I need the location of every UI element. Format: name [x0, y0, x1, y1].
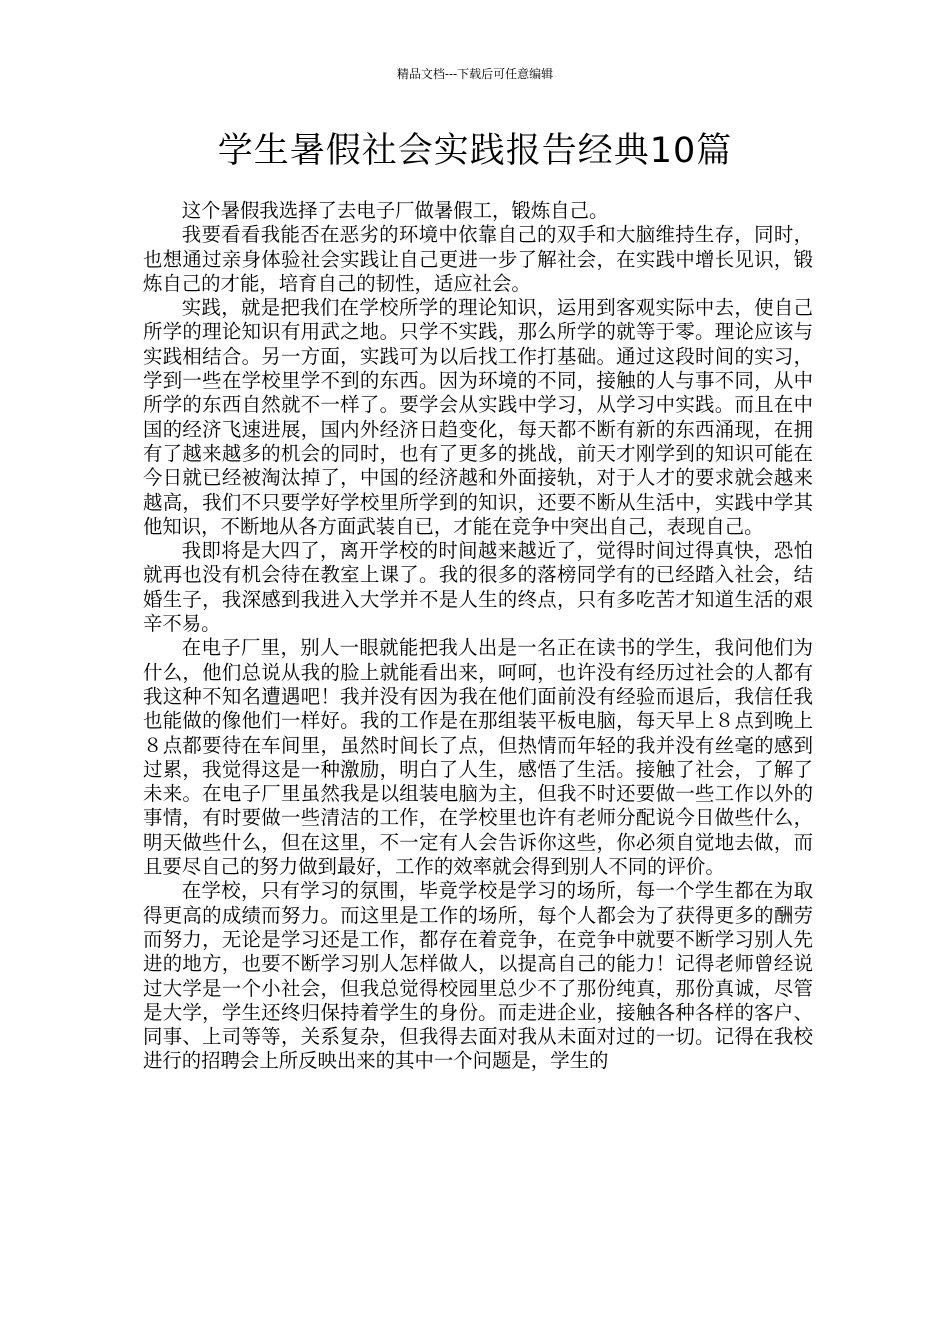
- paragraph: 这个暑假我选择了去电子厂做暑假工，锻炼自己。: [181, 199, 609, 222]
- paragraph: 我即将是大四了，离开学校的时间越来越近了，觉得时间过得真快，恐怕就再也没有机会待在教室上课了。我的很多的落榜同学有的已经踏入社会，结婚生子，我深感到我进入大学并不是人生的终点，只有多吃苦才知道生活的艰辛不易。: [143, 539, 813, 636]
- document-body: [143, 199, 813, 1074]
- paragraph: 在学校，只有学习的氛围，毕竟学校是学习的场所，每一个学生都在为取得更高的成绩而努力。而这里是工作的场所，每个人都会为了获得更多的酬劳而努力，无论是学习还是工作，都存在着竞争，在竞争中就要不断学习别人先进的地方，也要不断学习别人怎样做人，以提高自己的能力！记得老师曾经说过大学是一个小社会，但我总觉得校园里总少不了那份纯真，那份真诚，尽管是大学，学生还终归保持着学生的身份。而走进企业，接触各种各样的客户、同事、上司等等，关系复杂，但我得去面对我从未面对过的一切。记得在我校进行的招聘会上所反映出来的其中一个问题是，学生的: [143, 879, 813, 1073]
- document-title: 学生暑假社会实践报告经典10篇: [217, 131, 733, 171]
- header-note: 精品文档---下载后可任意编辑: [396, 67, 554, 81]
- paragraph: 我要看看我能否在恶劣的环境中依靠自己的双手和大脑维持生存，同时，也想通过亲身体验社会实践让自己更进一步了解社会，在实践中增长见识，锻炼自己的才能，培育自己的韧性，适应社会。: [143, 223, 813, 295]
- paragraph: 在电子厂里，别人一眼就能把我人出是一名正在读书的学生，我问他们为什么，他们总说从我的脸上就能看出来，呵呵，也许没有经历过社会的人都有我这种不知名遭遇吧！我并没有因为我在他们面前没有经验而退后，我信任我也能做的像他们一样好。我的工作是在那组装平板电脑，每天早上８点到晚上８点都要待在车间里，虽然时间长了点，但热情而年轻的我并没有丝毫的感到过累，我觉得这是一种激励，明白了人生，感悟了生活。接触了社会，了解了未来。在电子厂里虽然我是以组装电脑为主，但我不时还要做一些工作以外的事情，有时要做一些清洁的工作，在学校里也许有老师分配说今日做些什么，明天做些什么，但在这里，不一定有人会告诉你这些，你必须自觉地去做，而且要尽自己的努力做到最好，工作的效率就会得到别人不同的评价。: [143, 636, 813, 879]
- paragraph: 实践，就是把我们在学校所学的理论知识，运用到客观实际中去，使自己所学的理论知识有用武之地。只学不实践，那么所学的就等于零。理论应该与实践相结合。另一方面，实践可为以后找工作打基础。通过这段时间的实习，学到一些在学校里学不到的东西。因为环境的不同，接触的人与事不同，从中所学的东西自然就不一样了。要学会从实践中学习，从学习中实践。而且在中国的经济飞速进展，国内外经济日趋变化，每天都不断有新的东西涌现，在拥有了越来越多的机会的同时，也有了更多的挑战，前天才刚学到的知识可能在今日就已经被淘汰掉了，中国的经济越和外面接轨，对于人才的要求就会越来越高，我们不只要学好学校里所学到的知识，还要不断从生活中，实践中学其他知识，不断地从各方面武装自已，才能在竞争中突出自己，表现自己。: [143, 296, 813, 538]
